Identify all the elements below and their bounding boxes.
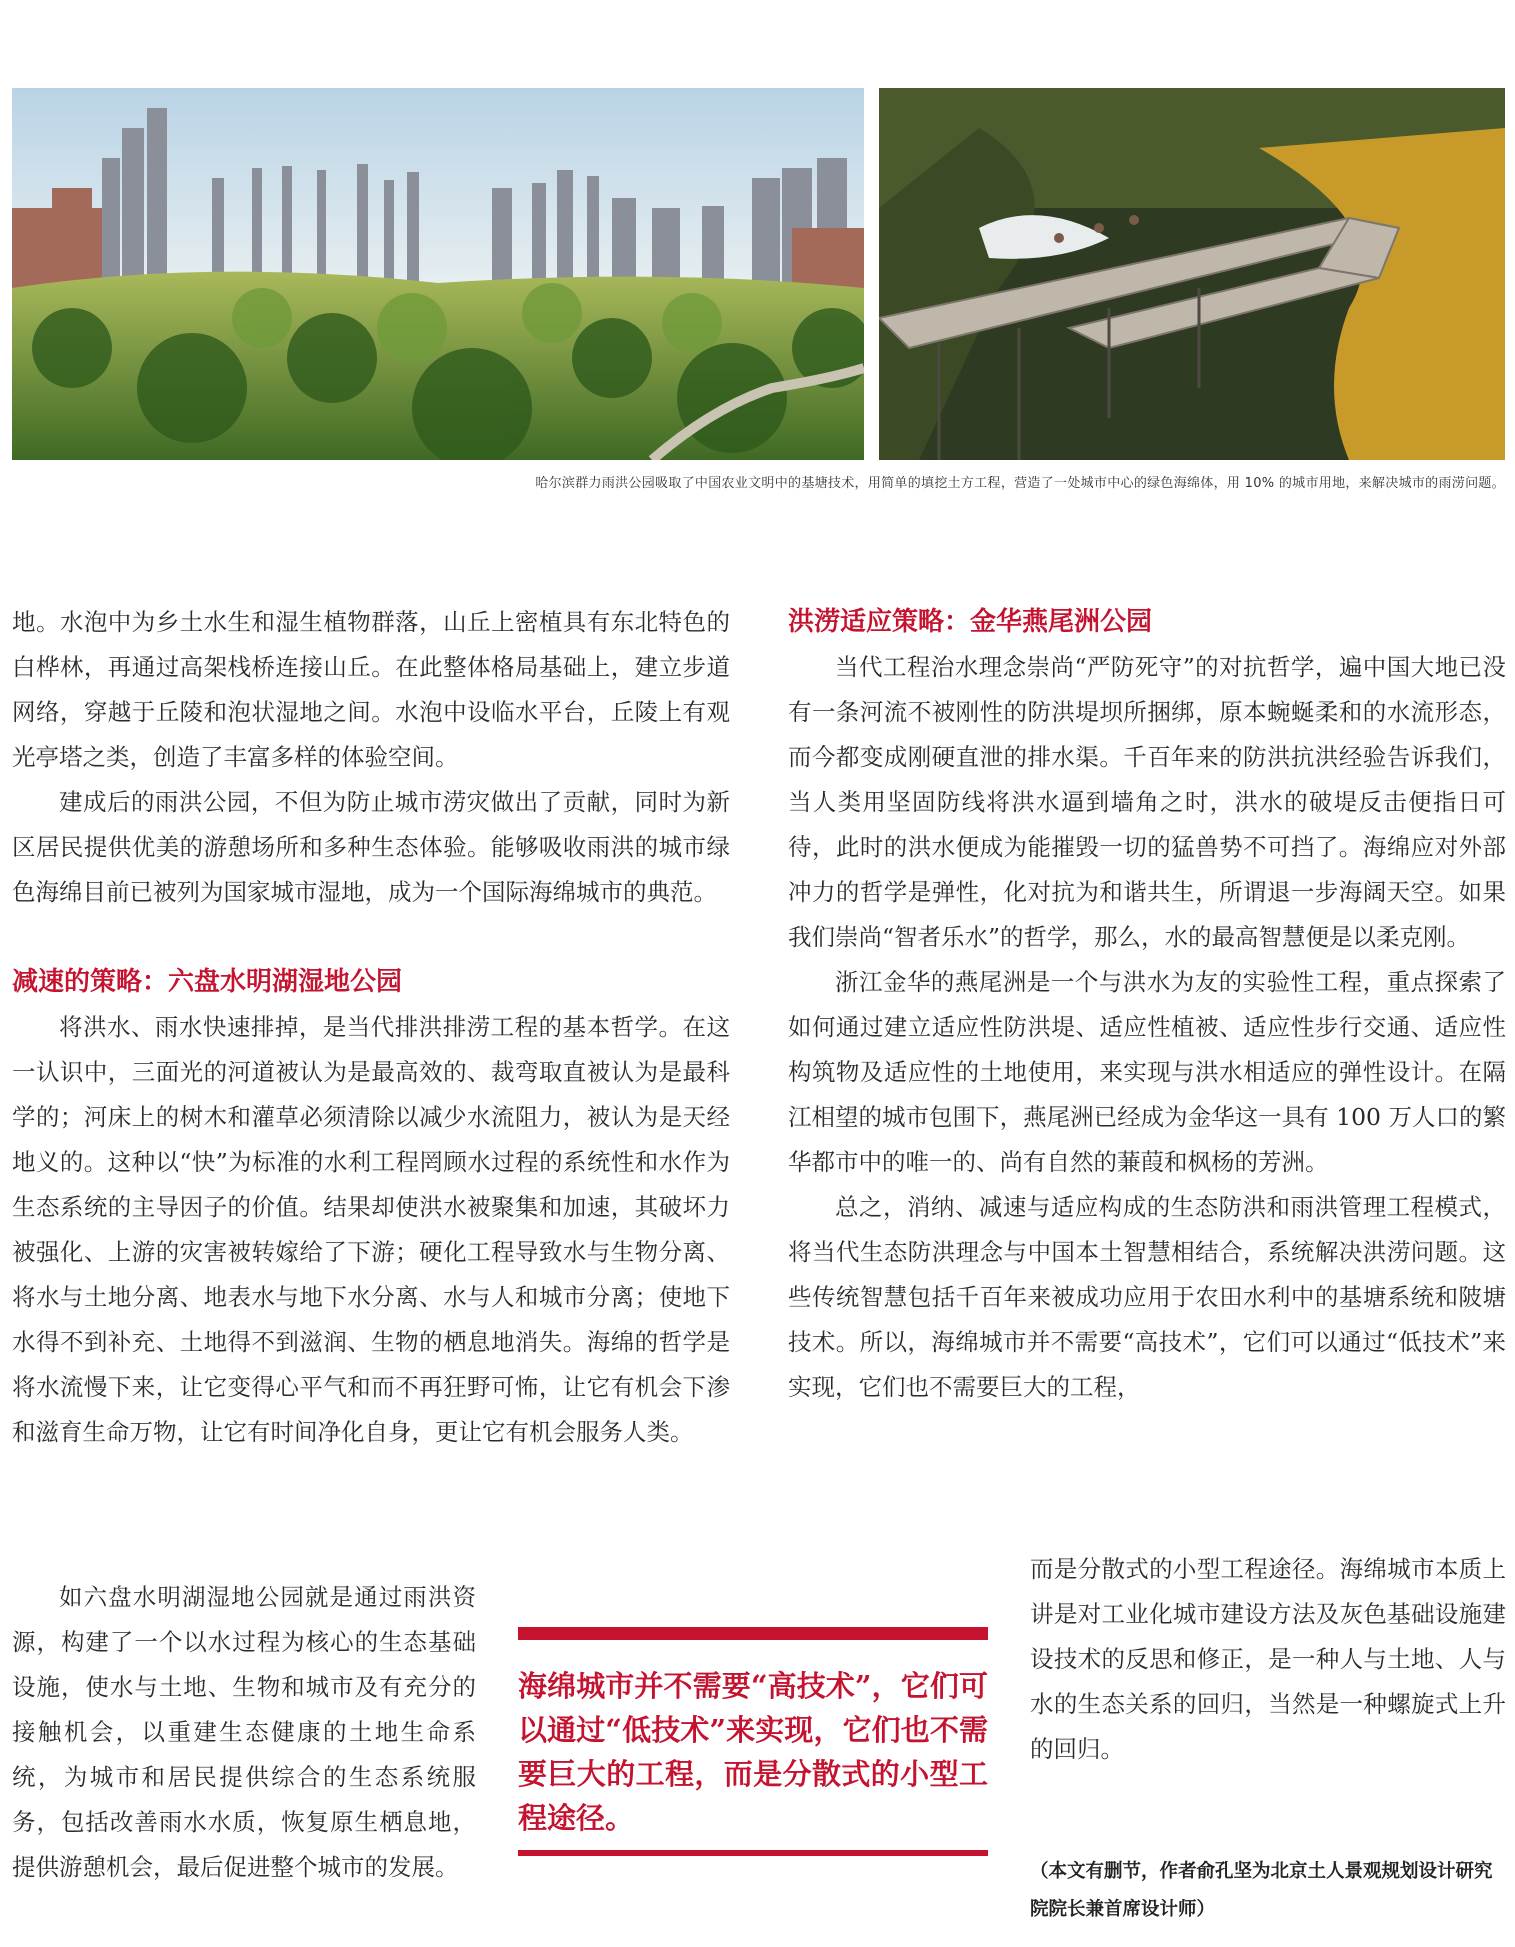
body-paragraph: 当代工程治水理念崇尚“严防死守”的对抗哲学，遍中国大地已没有一条河流不被刚性的防洪堤坝所捆绑，原本蜿蜒柔和的水流形态，而今都变成刚硬直泄的排水渠。千百年来的防洪抗洪经验告诉我们，当人类用坚固防线将洪水逼到墙角之时，洪水的破堤反击便指日可待，此时的洪水便成为能摧毁一切的猛兽势不可挡了。海绵应对外部冲力的哲学是弹性，化对抗为和谐共生，所谓退一步海阔天空。如果我们崇尚“智者乐水”的哲学，那么，水的最高智慧便是以柔克刚。 (788, 653, 1506, 951)
pull-quote-bottom-rule (518, 1850, 988, 1856)
right-bottom-text (1030, 1547, 1506, 1772)
right-column (788, 600, 1506, 1410)
body-paragraph: 建成后的雨洪公园，不但为防止城市涝灾做出了贡献，同时为新区居民提供优美的游憩场所和多种生态体验。能够吸收雨洪的城市绿色海绵目前已被列为国家城市湿地，成为一个国际海绵城市的典范。 (12, 788, 730, 906)
section-heading: 减速的策略：六盘水明湖湿地公园 (12, 967, 403, 997)
body-paragraph: 总之，消纳、减速与适应构成的生态防洪和雨洪管理工程模式，将当代生态防洪理念与中国本土智慧相结合，系统解决洪涝问题。这些传统智慧包括千百年来被成功应用于农田水利中的基塘系统和陂塘技术。所以，海绵城市并不需要“高技术”，它们可以通过“低技术”来实现，它们也不需要巨大的工程， (788, 1193, 1506, 1401)
pull-quote (518, 1627, 988, 1856)
left-bottom-text (12, 1575, 476, 1890)
body-paragraph: 如六盘水明湖湿地公园就是通过雨洪资源，构建了一个以水过程为核心的生态基础设施，使水与土地、生物和城市及有充分的接触机会，以重建生态健康的土地生命系统，为城市和居民提供综合的生态系统服务，包括改善雨水水质，恢复原生栖息地，提供游憩机会，最后促进整个城市的发展。 (12, 1583, 476, 1881)
body-paragraph: 将洪水、雨水快速排掉，是当代排洪排涝工程的基本哲学。在这一认识中，三面光的河道被认为是最高效的、裁弯取直被认为是最科学的；河床上的树木和灌草必须清除以减少水流阻力，被认为是天经地义的。这种以“快”为标准的水利工程罔顾水过程的系统性和水作为生态系统的主导因子的价值。结果却使洪水被聚集和加速，其破坏力被强化、上游的灾害被转嫁给了下游；硬化工程导致水与生物分离、将水与土地分离、地表水与地下水分离、水与人和城市分离；使地下水得不到补充、土地得不到滋润、生物的栖息地消失。海绵的哲学是将水流慢下来，让它变得心平气和而不再狂野可怖，让它有机会下渗和滋育生命万物，让它有时间净化自身，更让它有机会服务人类。 (12, 1013, 730, 1446)
pull-quote-text: 海绵城市并不需要“高技术”，它们可以通过“低技术”来实现，它们也不需要巨大的工程，而是分散式的小型工程途径。 (518, 1669, 988, 1835)
body-paragraph: 地。水泡中为乡土水生和湿生植物群落，山丘上密植具有东北特色的白桦林，再通过高架栈桥连接山丘。在此整体格局基础上，建立步道网络，穿越于丘陵和泡状湿地之间。水泡中设临水平台，丘陵上有观光亭塔之类，创造了丰富多样的体验空间。 (12, 608, 730, 771)
wetland-park-photo (12, 88, 864, 460)
photo-caption: 哈尔滨群力雨洪公园吸取了中国农业文明中的基塘技术，用简单的填挖土方工程，营造了一处城市中心的绿色海绵体，用 10% 的城市用地，来解决城市的雨涝问题。 (535, 476, 1505, 491)
bridge-river-photo (879, 88, 1505, 460)
left-column (12, 600, 730, 1455)
pull-quote-top-rule (518, 1627, 988, 1640)
author-credit: （本文有删节，作者俞孔坚为北京土人景观规划设计研究院院长兼首席设计师） (1030, 1861, 1493, 1920)
body-paragraph: 而是分散式的小型工程途径。海绵城市本质上讲是对工业化城市建设方法及灰色基础设施建设技术的反思和修正，是一种人与土地、人与水的生态关系的回归，当然是一种螺旋式上升的回归。 (1030, 1555, 1506, 1763)
body-paragraph: 浙江金华的燕尾洲是一个与洪水为友的实验性工程，重点探索了如何通过建立适应性防洪堤、适应性植被、适应性步行交通、适应性构筑物及适应性的土地使用，来实现与洪水相适应的弹性设计。在隔江相望的城市包围下，燕尾洲已经成为金华这一具有 100 万人口的繁华都市中的唯一的、尚有自然的蒹葭和枫杨的芳洲。 (788, 968, 1506, 1176)
section-heading: 洪涝适应策略：金华燕尾洲公园 (788, 607, 1153, 637)
